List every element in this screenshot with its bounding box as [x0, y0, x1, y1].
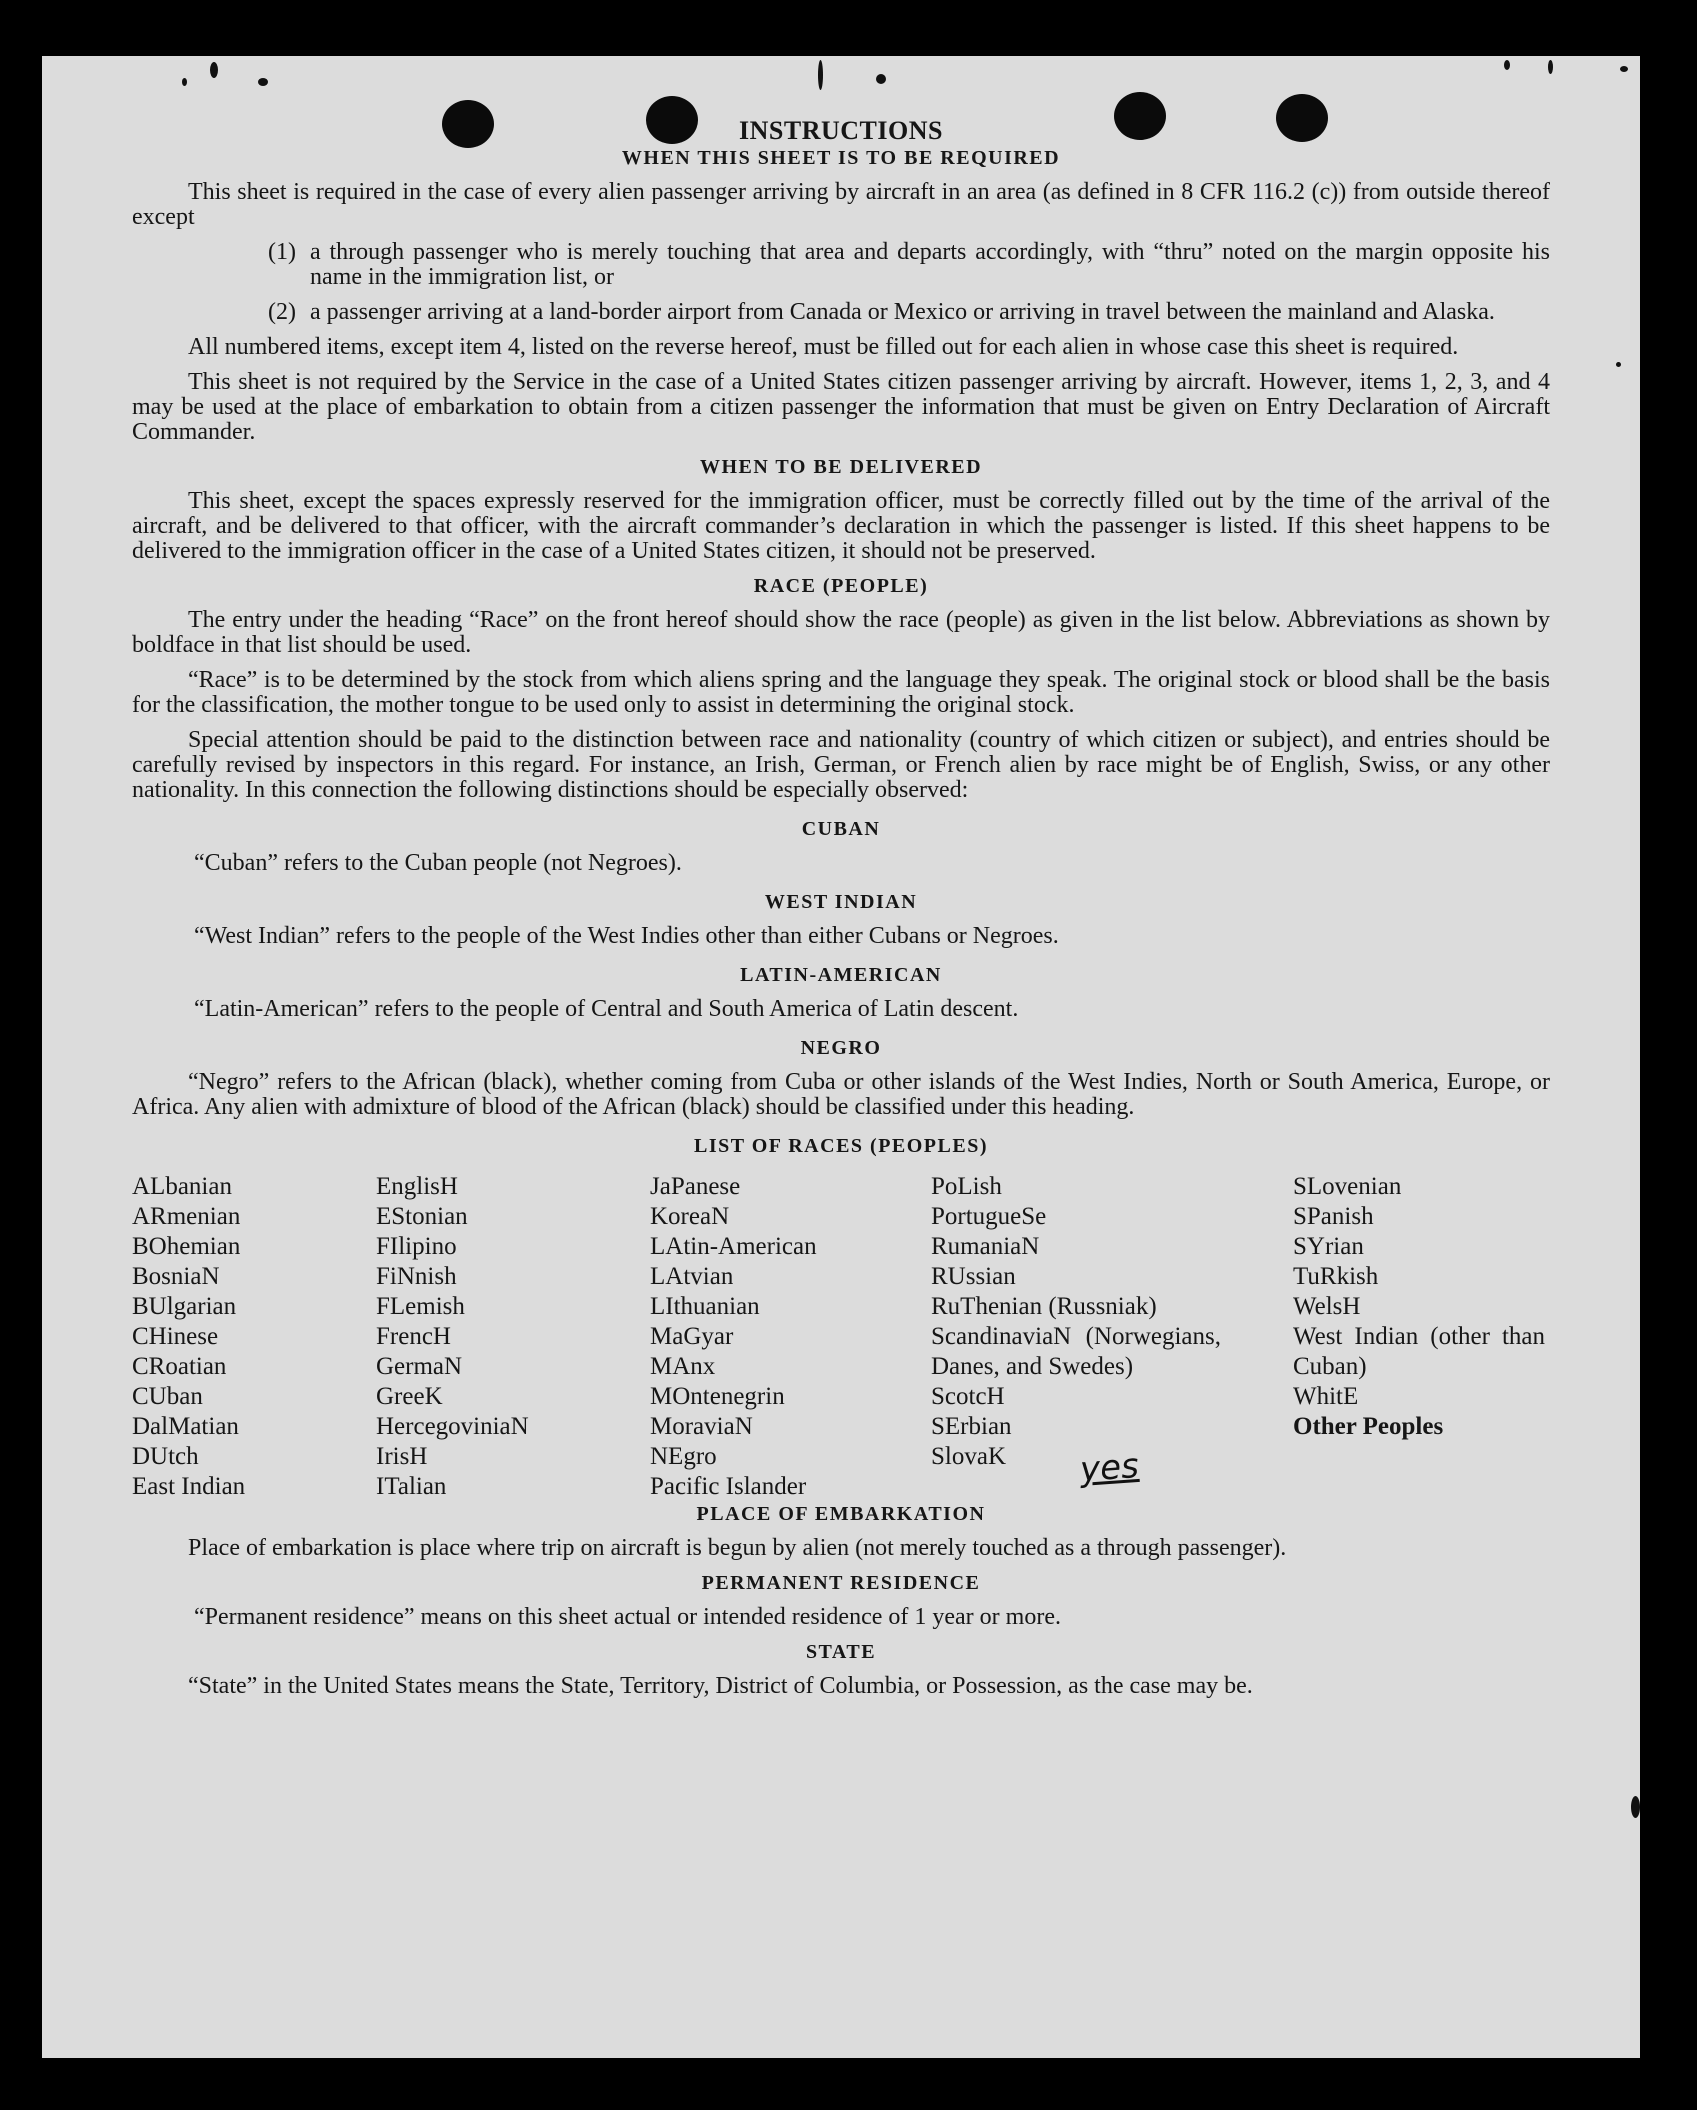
heading-latin-american: LATIN-AMERICAN — [740, 964, 942, 986]
race-item: IrisH — [376, 1443, 428, 1470]
required-paragraph-1: This sheet is required in the case of every alien passenger arriving by aircraft in an area (as defined in 8 CFR 116.2 (c)) from outside thereof except — [132, 179, 1550, 230]
race-item: FIlipino — [376, 1233, 457, 1260]
race-item: DalMatian — [132, 1413, 239, 1440]
race-item: ITalian — [376, 1473, 447, 1500]
race-item: SPanish — [1293, 1203, 1374, 1230]
west-indian-definition: “West Indian” refers to the people of the West Indies other than either Cubans or Negroes. — [194, 923, 1059, 949]
item-number: (2) — [268, 299, 296, 325]
item-text: a passenger arriving at a land-border airport from Canada or Mexico or arriving in travel between the mainland and Alaska. — [310, 299, 1495, 325]
race-item: CUban — [132, 1383, 203, 1410]
page-title: INSTRUCTIONS — [739, 116, 943, 145]
race-item: GreeK — [376, 1383, 443, 1410]
race-paragraph-2: “Race” is to be determined by the stock from which aliens spring and the language they speak. The original stock or blood shall be the basis for the classification, the mother tongue to be used only to assist in determining the original stock. — [132, 667, 1550, 718]
race-item: MaGyar — [650, 1323, 734, 1350]
heading-residence: PERMANENT RESIDENCE — [701, 1572, 981, 1594]
required-paragraph-2: All numbered items, except item 4, listed on the reverse hereof, must be filled out for each alien in whose case this sheet is required. — [188, 334, 1459, 360]
race-item: FiNnish — [376, 1263, 457, 1290]
speck — [1548, 60, 1553, 74]
speck — [1504, 60, 1510, 70]
race-item: RuThenian (Russniak) — [931, 1293, 1157, 1320]
race-item: CRoatian — [132, 1353, 227, 1380]
heading-negro: NEGRO — [800, 1037, 882, 1059]
cuban-definition: “Cuban” refers to the Cuban people (not Negroes). — [194, 850, 682, 876]
race-item: FrencH — [376, 1323, 451, 1350]
heading-west-indian: WEST INDIAN — [764, 891, 918, 913]
race-item: SErbian — [931, 1413, 1012, 1440]
embarkation-definition: Place of embarkation is place where trip on aircraft is begun by alien (not merely touched as a through passenger). — [188, 1535, 1287, 1561]
race-item: MOntenegrin — [650, 1383, 785, 1410]
race-item: East Indian — [132, 1473, 246, 1500]
required-paragraph-3: This sheet is not required by the Service in the case of a United States citizen passenger arriving by aircraft. However, items 1, 2, 3, and 4 may be used at the place of embarkation to obtain from a citizen passenger the information that must be given on Entry Declaration of Aircraft Commander. — [132, 369, 1550, 445]
race-item: ALbanian — [132, 1173, 232, 1200]
race-item: BOhemian — [132, 1233, 241, 1260]
race-item: RUssian — [931, 1263, 1016, 1290]
race-column-5 — [1293, 1172, 1545, 1502]
race-item: ScotcH — [931, 1383, 1005, 1410]
race-item: WelsH — [1293, 1293, 1361, 1320]
race-paragraph-3: Special attention should be paid to the distinction between race and nationality (country of which citizen or subject), and entries should be carefully revised by inspectors in this regard. For instance, an Irish, German, or French alien by race might be of English, Swiss, or any other nationality. In this connection the following distinctions should be especially observed: — [132, 727, 1550, 803]
race-item: Other Peoples — [1293, 1413, 1444, 1440]
race-item: KoreaN — [650, 1203, 730, 1230]
state-definition: “State” in the United States means the State, Territory, District of Columbia, or Possession, as the case may be. — [188, 1673, 1253, 1699]
race-item: PortugueSe — [931, 1203, 1047, 1230]
item-text: a through passenger who is merely touching that area and departs accordingly, with “thru” noted on the margin opposite his name in the immigration list, or — [310, 239, 1550, 290]
race-column-2 — [376, 1172, 650, 1502]
race-item: CHinese — [132, 1323, 219, 1350]
race-item: BUlgarian — [132, 1293, 237, 1320]
race-item: ARmenian — [132, 1203, 241, 1230]
race-item: NEgro — [650, 1443, 717, 1470]
race-item: LIthuanian — [650, 1293, 760, 1320]
race-item: EnglisH — [376, 1173, 458, 1200]
heading-cuban: CUBAN — [801, 818, 881, 840]
latin-american-definition: “Latin-American” refers to the people of Central and South America of Latin descent. — [194, 996, 1019, 1022]
race-list — [132, 1172, 1550, 1502]
race-item: DUtch — [132, 1443, 199, 1470]
speck — [258, 78, 268, 86]
instructions-content — [132, 116, 1550, 1699]
delivered-paragraph: This sheet, except the spaces expressly reserved for the immigration officer, must be correctly filled out by the time of the arrival of the aircraft, and be delivered to that officer, with the aircraft commander’s declaration in which the passenger is listed. If this sheet happens to be delivered to the immigration officer in the case of a United States citizen, it should not be preserved. — [132, 488, 1550, 564]
heading-delivered: WHEN TO BE DELIVERED — [699, 456, 983, 478]
heading-race-list: LIST OF RACES (PEOPLES) — [693, 1135, 988, 1157]
speck — [818, 60, 823, 90]
item-number: (1) — [268, 239, 296, 265]
race-item: SYrian — [1293, 1233, 1364, 1260]
race-column-3 — [650, 1172, 931, 1502]
negro-definition: “Negro” refers to the African (black), whether coming from Cuba or other islands of the West Indies, North or South America, Europe, or Africa. Any alien with admixture of blood of the African (black) should be classified under this heading. — [132, 1069, 1550, 1120]
race-item: PoLish — [931, 1173, 1002, 1200]
speck — [1620, 66, 1628, 72]
race-item: BosniaN — [132, 1263, 220, 1290]
race-column-1 — [132, 1172, 376, 1502]
speck — [876, 74, 886, 84]
race-item: SlovaK — [931, 1443, 1006, 1470]
race-item: RumaniaN — [931, 1233, 1040, 1260]
race-item: MAnx — [650, 1353, 716, 1380]
race-item: EStonian — [376, 1203, 468, 1230]
race-item: West Indian (other than Cuban) — [1293, 1323, 1545, 1380]
speck — [210, 62, 218, 78]
race-item: WhitE — [1293, 1383, 1359, 1410]
race-item: LAtin-American — [650, 1233, 817, 1260]
heading-race: RACE (PEOPLE) — [753, 575, 929, 597]
exception-item-2 — [132, 300, 1550, 325]
race-item: LAtvian — [650, 1263, 734, 1290]
speck — [182, 78, 187, 86]
residence-definition: “Permanent residence” means on this sheet actual or intended residence of 1 year or more. — [194, 1604, 1061, 1630]
race-item: SLovenian — [1293, 1173, 1402, 1200]
race-item: MoraviaN — [650, 1413, 753, 1440]
race-item: Pacific Islander — [650, 1473, 807, 1500]
race-item: ScandinaviaN (Norwegians, Danes, and Swedes) — [931, 1323, 1221, 1380]
race-paragraph-1: The entry under the heading “Race” on the front hereof should show the race (people) as given in the list below. Abbreviations as shown by boldface in that list should be used. — [132, 607, 1550, 658]
document-sheet — [42, 56, 1640, 2058]
speck — [1631, 1796, 1640, 1818]
race-item: TuRkish — [1293, 1263, 1379, 1290]
heading-required: WHEN THIS SHEET IS TO BE REQUIRED — [621, 147, 1061, 169]
speck — [1616, 362, 1621, 367]
race-item: JaPanese — [650, 1173, 741, 1200]
handwritten-annotation: yes — [1078, 1445, 1141, 1491]
heading-embarkation: PLACE OF EMBARKATION — [696, 1503, 986, 1525]
heading-state: STATE — [805, 1641, 877, 1663]
race-item: FLemish — [376, 1293, 465, 1320]
exception-item-1 — [132, 240, 1550, 290]
race-column-4 — [931, 1172, 1221, 1502]
race-item: GermaN — [376, 1353, 463, 1380]
race-item: HercegoviniaN — [376, 1413, 529, 1440]
